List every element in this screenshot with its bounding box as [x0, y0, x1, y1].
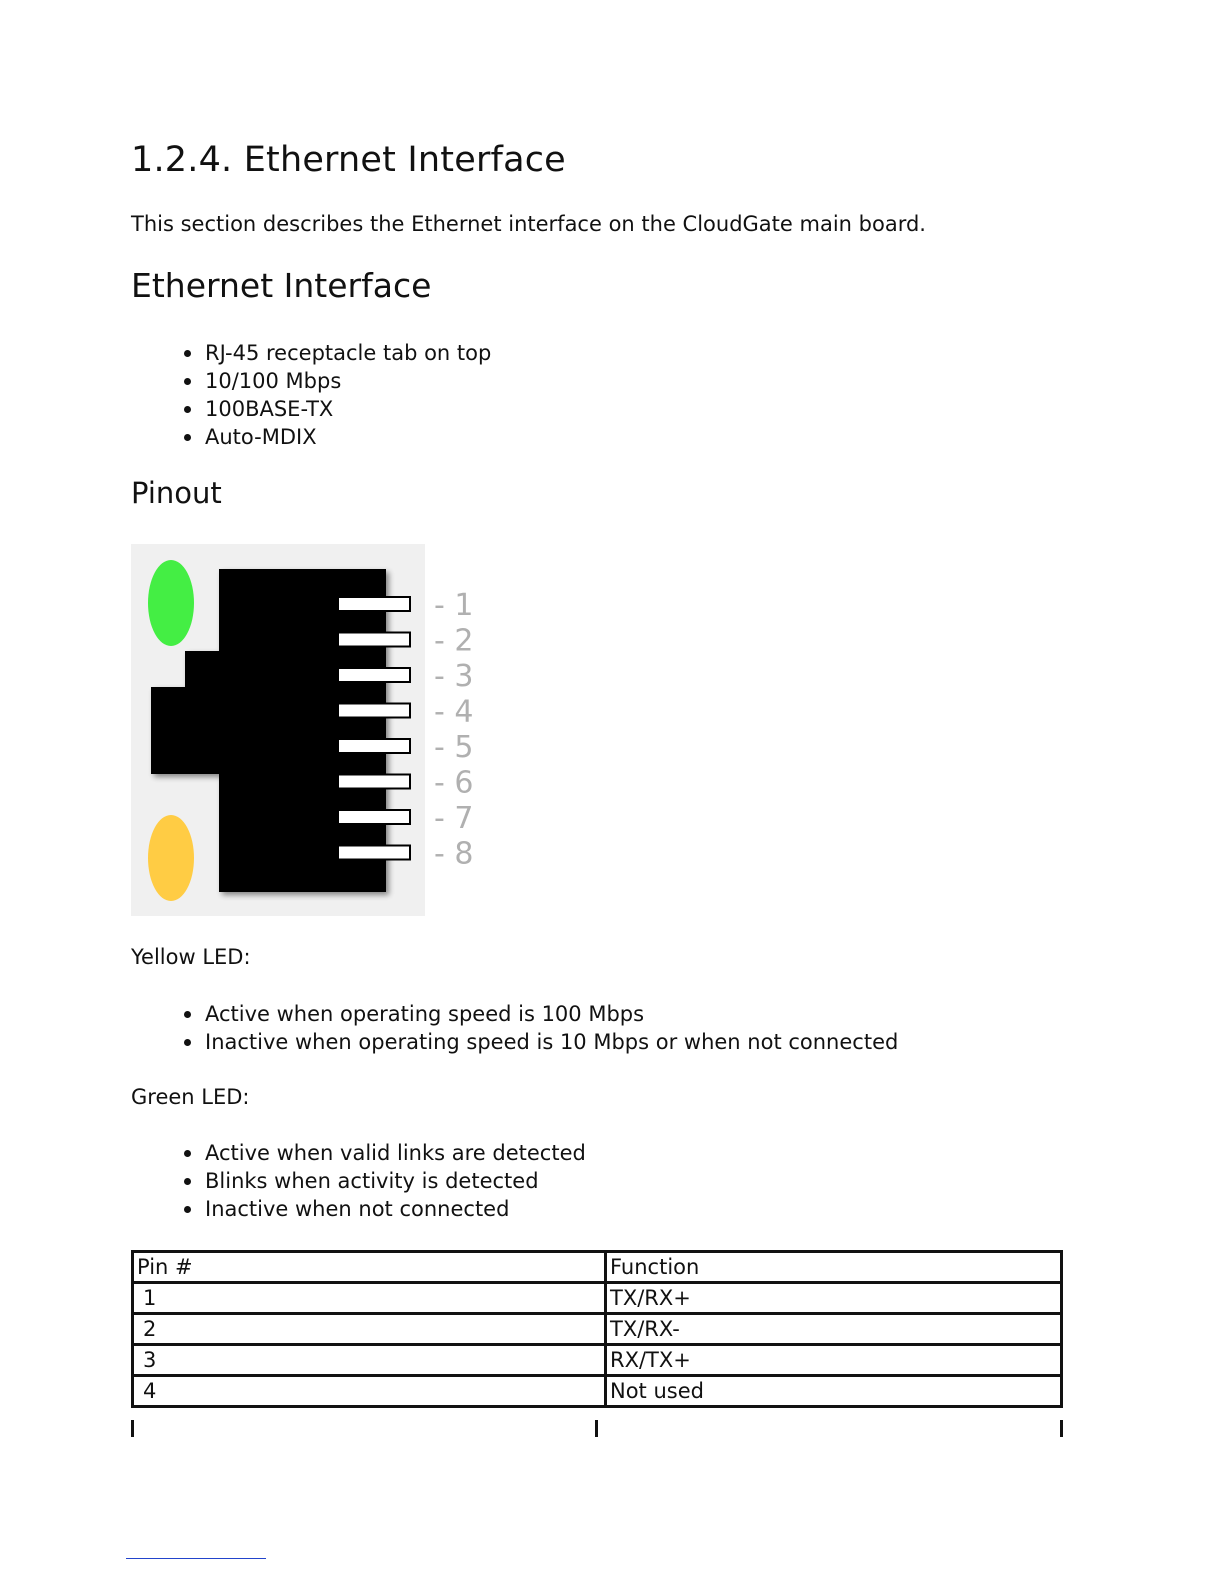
feature-list — [184, 339, 491, 451]
green-led-icon — [148, 560, 194, 646]
list-item: Inactive when not connected — [184, 1195, 586, 1223]
pin-slot — [338, 633, 410, 647]
list-item: Active when operating speed is 100 Mbps — [184, 1000, 898, 1028]
table-row — [133, 1376, 1062, 1407]
subheading-ethernet-interface: Ethernet Interface — [131, 266, 432, 305]
table-cell-pin: 4 — [133, 1376, 606, 1407]
footnote-rule — [126, 1558, 266, 1559]
table-header-function: Function — [606, 1252, 1062, 1283]
pin-slot — [338, 668, 410, 682]
rj45-pinout-diagram — [131, 544, 491, 916]
list-item: Blinks when activity is detected — [184, 1167, 586, 1195]
yellow-led-icon — [148, 815, 194, 901]
pin-function-table — [131, 1250, 1063, 1408]
pin-number-label: - 6 — [434, 765, 474, 801]
pin-number-label: - 5 — [434, 730, 474, 765]
pin-number-label: - 7 — [434, 801, 474, 836]
pin-slot — [338, 704, 410, 718]
pin-number-label: - 8 — [434, 836, 474, 872]
table-row — [133, 1314, 1062, 1345]
pin-number-label: - 4 — [434, 694, 474, 730]
table-row — [133, 1345, 1062, 1376]
table-cell-pin: 1 — [133, 1283, 606, 1314]
table-cell-pin: 2 — [133, 1314, 606, 1345]
green-led-list — [184, 1139, 586, 1223]
intro-paragraph: This section describes the Ethernet interface on the CloudGate main board. — [131, 212, 926, 236]
list-item: Active when valid links are detected — [184, 1139, 586, 1167]
list-item: Auto-MDIX — [184, 423, 491, 451]
pin-slot — [338, 775, 410, 789]
table-header-pin: Pin # — [133, 1252, 606, 1283]
list-item: 100BASE-TX — [184, 395, 491, 423]
table-continuation — [131, 1420, 1063, 1437]
table-cell-function: Not used — [606, 1376, 1062, 1407]
table-cell-pin: 3 — [133, 1345, 606, 1376]
pin-labels — [434, 588, 473, 872]
yellow-led-label: Yellow LED: — [131, 945, 251, 969]
section-title: 1.2.4. Ethernet Interface — [131, 140, 566, 180]
pinout-heading: Pinout — [131, 476, 222, 510]
pin-number-label: - 3 — [434, 659, 474, 694]
table-cell-function: TX/RX+ — [606, 1283, 1062, 1314]
pin-number-label: - 1 — [434, 588, 474, 623]
green-led-label: Green LED: — [131, 1085, 250, 1109]
table-header-row — [133, 1252, 1062, 1283]
list-item: 10/100 Mbps — [184, 367, 491, 395]
pin-slot — [338, 739, 410, 753]
list-item: Inactive when operating speed is 10 Mbps or when not connected — [184, 1028, 898, 1056]
pin-slot — [338, 597, 410, 611]
pin-slot — [338, 810, 410, 824]
pin-slot — [338, 846, 410, 860]
list-item: RJ-45 receptacle tab on top — [184, 339, 491, 367]
table-cell-function: RX/TX+ — [606, 1345, 1062, 1376]
pin-number-label: - 2 — [434, 623, 474, 659]
table-row — [133, 1283, 1062, 1314]
table-cell-function: TX/RX- — [606, 1314, 1062, 1345]
yellow-led-list — [184, 1000, 898, 1056]
